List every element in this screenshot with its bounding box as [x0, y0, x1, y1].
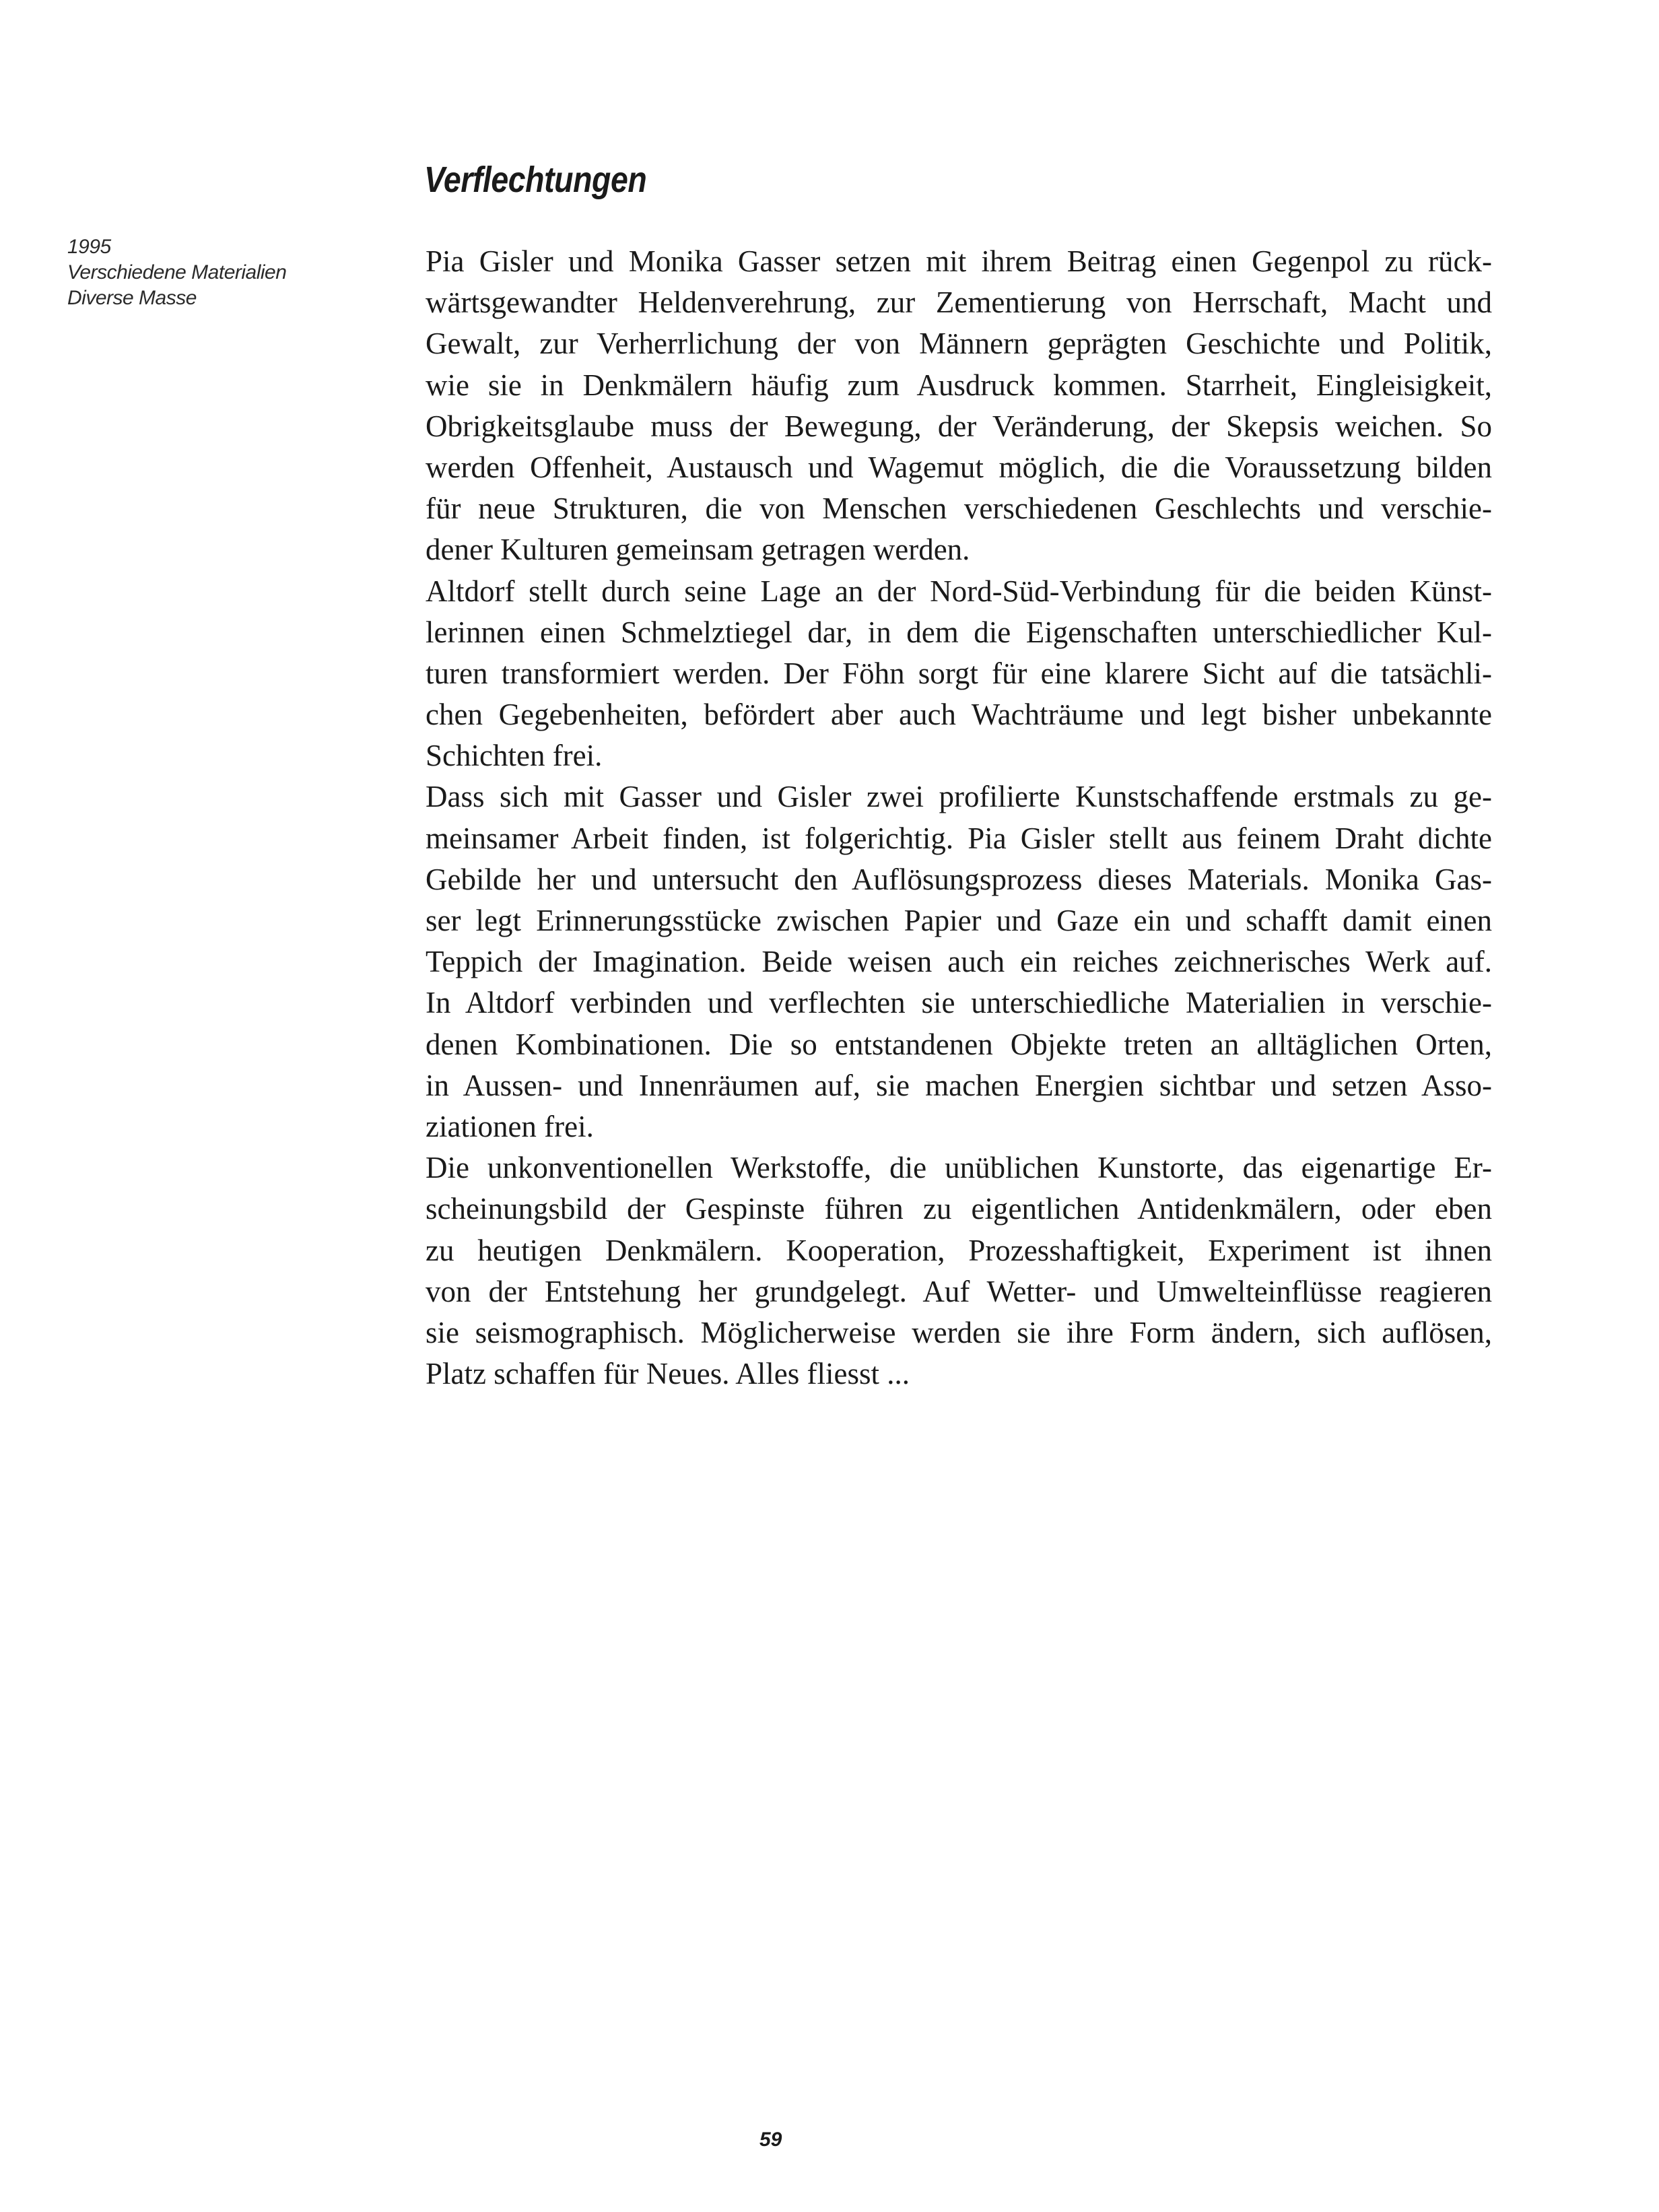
body-line: für neue Strukturen, die von Menschen verschiedenen Geschlechts und verschie- — [426, 492, 1492, 526]
caption-materials: Verschiedene Materialien — [67, 261, 287, 283]
body-line: scheinungsbild der Gespinste führen zu eigentlichen Antidenkmälern, oder eben — [426, 1192, 1492, 1226]
body-line: Dass sich mit Gasser und Gisler zwei profilierte Kunstschaffende erstmals zu ge- — [426, 780, 1492, 814]
body-line: Gewalt, zur Verherrlichung der von Männern geprägten Geschichte und Politik, — [426, 327, 1492, 361]
body-line: dener Kulturen gemeinsam getragen werden. — [426, 533, 970, 567]
body-line: Teppich der Imagination. Beide weisen auch ein reiches zeichnerisches Werk auf. — [426, 945, 1492, 979]
body-line: von der Entstehung her grundgelegt. Auf Wetter- und Umwelteinflüsse reagieren — [426, 1274, 1492, 1308]
body-line: ser legt Erinnerungsstücke zwischen Papier und Gaze ein und schafft damit einen — [426, 904, 1492, 937]
body-line: Die unkonventionellen Werkstoffe, die unüblichen Kunstorte, das eigenartige Er- — [426, 1151, 1492, 1185]
body-line: lerinnen einen Schmelztiegel dar, in dem die Eigenschaften unterschiedlicher Kul- — [426, 615, 1492, 649]
body-line: wie sie in Denkmälern häufig zum Ausdruck kommen. Starrheit, Eingleisigkeit, — [426, 368, 1492, 402]
body-line: ziationen frei. — [426, 1109, 594, 1143]
body-line: werden Offenheit, Austausch und Wagemut möglich, die die Voraussetzung bilden — [426, 450, 1492, 484]
article-body — [426, 241, 1492, 1395]
body-line: denen Kombinationen. Die so entstandenen Objekte treten an alltäglichen Orten, — [426, 1027, 1492, 1061]
body-line: Obrigkeitsglaube muss der Bewegung, der Veränderung, der Skepsis weichen. So — [426, 409, 1492, 443]
body-line: Altdorf stellt durch seine Lage an der Nord-Süd-Verbindung für die beiden Künst- — [426, 574, 1492, 608]
body-line: Schichten frei. — [426, 739, 603, 773]
artwork-caption — [67, 234, 337, 311]
body-line: turen transformiert werden. Der Föhn sorgt für eine klarere Sicht auf die tatsächli- — [426, 656, 1492, 690]
body-line: meinsamer Arbeit finden, ist folgerichtig. Pia Gisler stellt aus feinem Draht dichte — [426, 821, 1492, 855]
body-line: in Aussen- und Innenräumen auf, sie machen Energien sichtbar und setzen Asso- — [426, 1068, 1492, 1102]
body-line: Gebilde her und untersucht den Auflösungsprozess dieses Materials. Monika Gas- — [426, 862, 1492, 896]
body-line: chen Gegebenheiten, befördert aber auch Wachträume und legt bisher unbekannte — [426, 698, 1492, 732]
body-line: Pia Gisler und Monika Gasser setzen mit ihrem Beitrag einen Gegenpol zu rück- — [426, 244, 1492, 278]
body-line: zu heutigen Denkmälern. Kooperation, Prozesshaftigkeit, Experiment ist ihnen — [426, 1233, 1492, 1267]
body-line: wärtsgewandter Heldenverehrung, zur Zementierung von Herrschaft, Macht und — [426, 286, 1492, 320]
body-line: In Altdorf verbinden und verflechten sie unterschiedliche Materialien in verschie- — [426, 986, 1492, 1020]
body-line: sie seismographisch. Möglicherweise werden sie ihre Form ändern, sich auflösen, — [426, 1315, 1492, 1349]
page-number: 59 — [759, 2129, 782, 2151]
page-title: Verflechtungen — [424, 160, 647, 200]
caption-year: 1995 — [67, 236, 111, 258]
caption-dimensions: Diverse Masse — [67, 287, 197, 309]
body-line: Platz schaffen für Neues. Alles fliesst ... — [426, 1357, 910, 1391]
